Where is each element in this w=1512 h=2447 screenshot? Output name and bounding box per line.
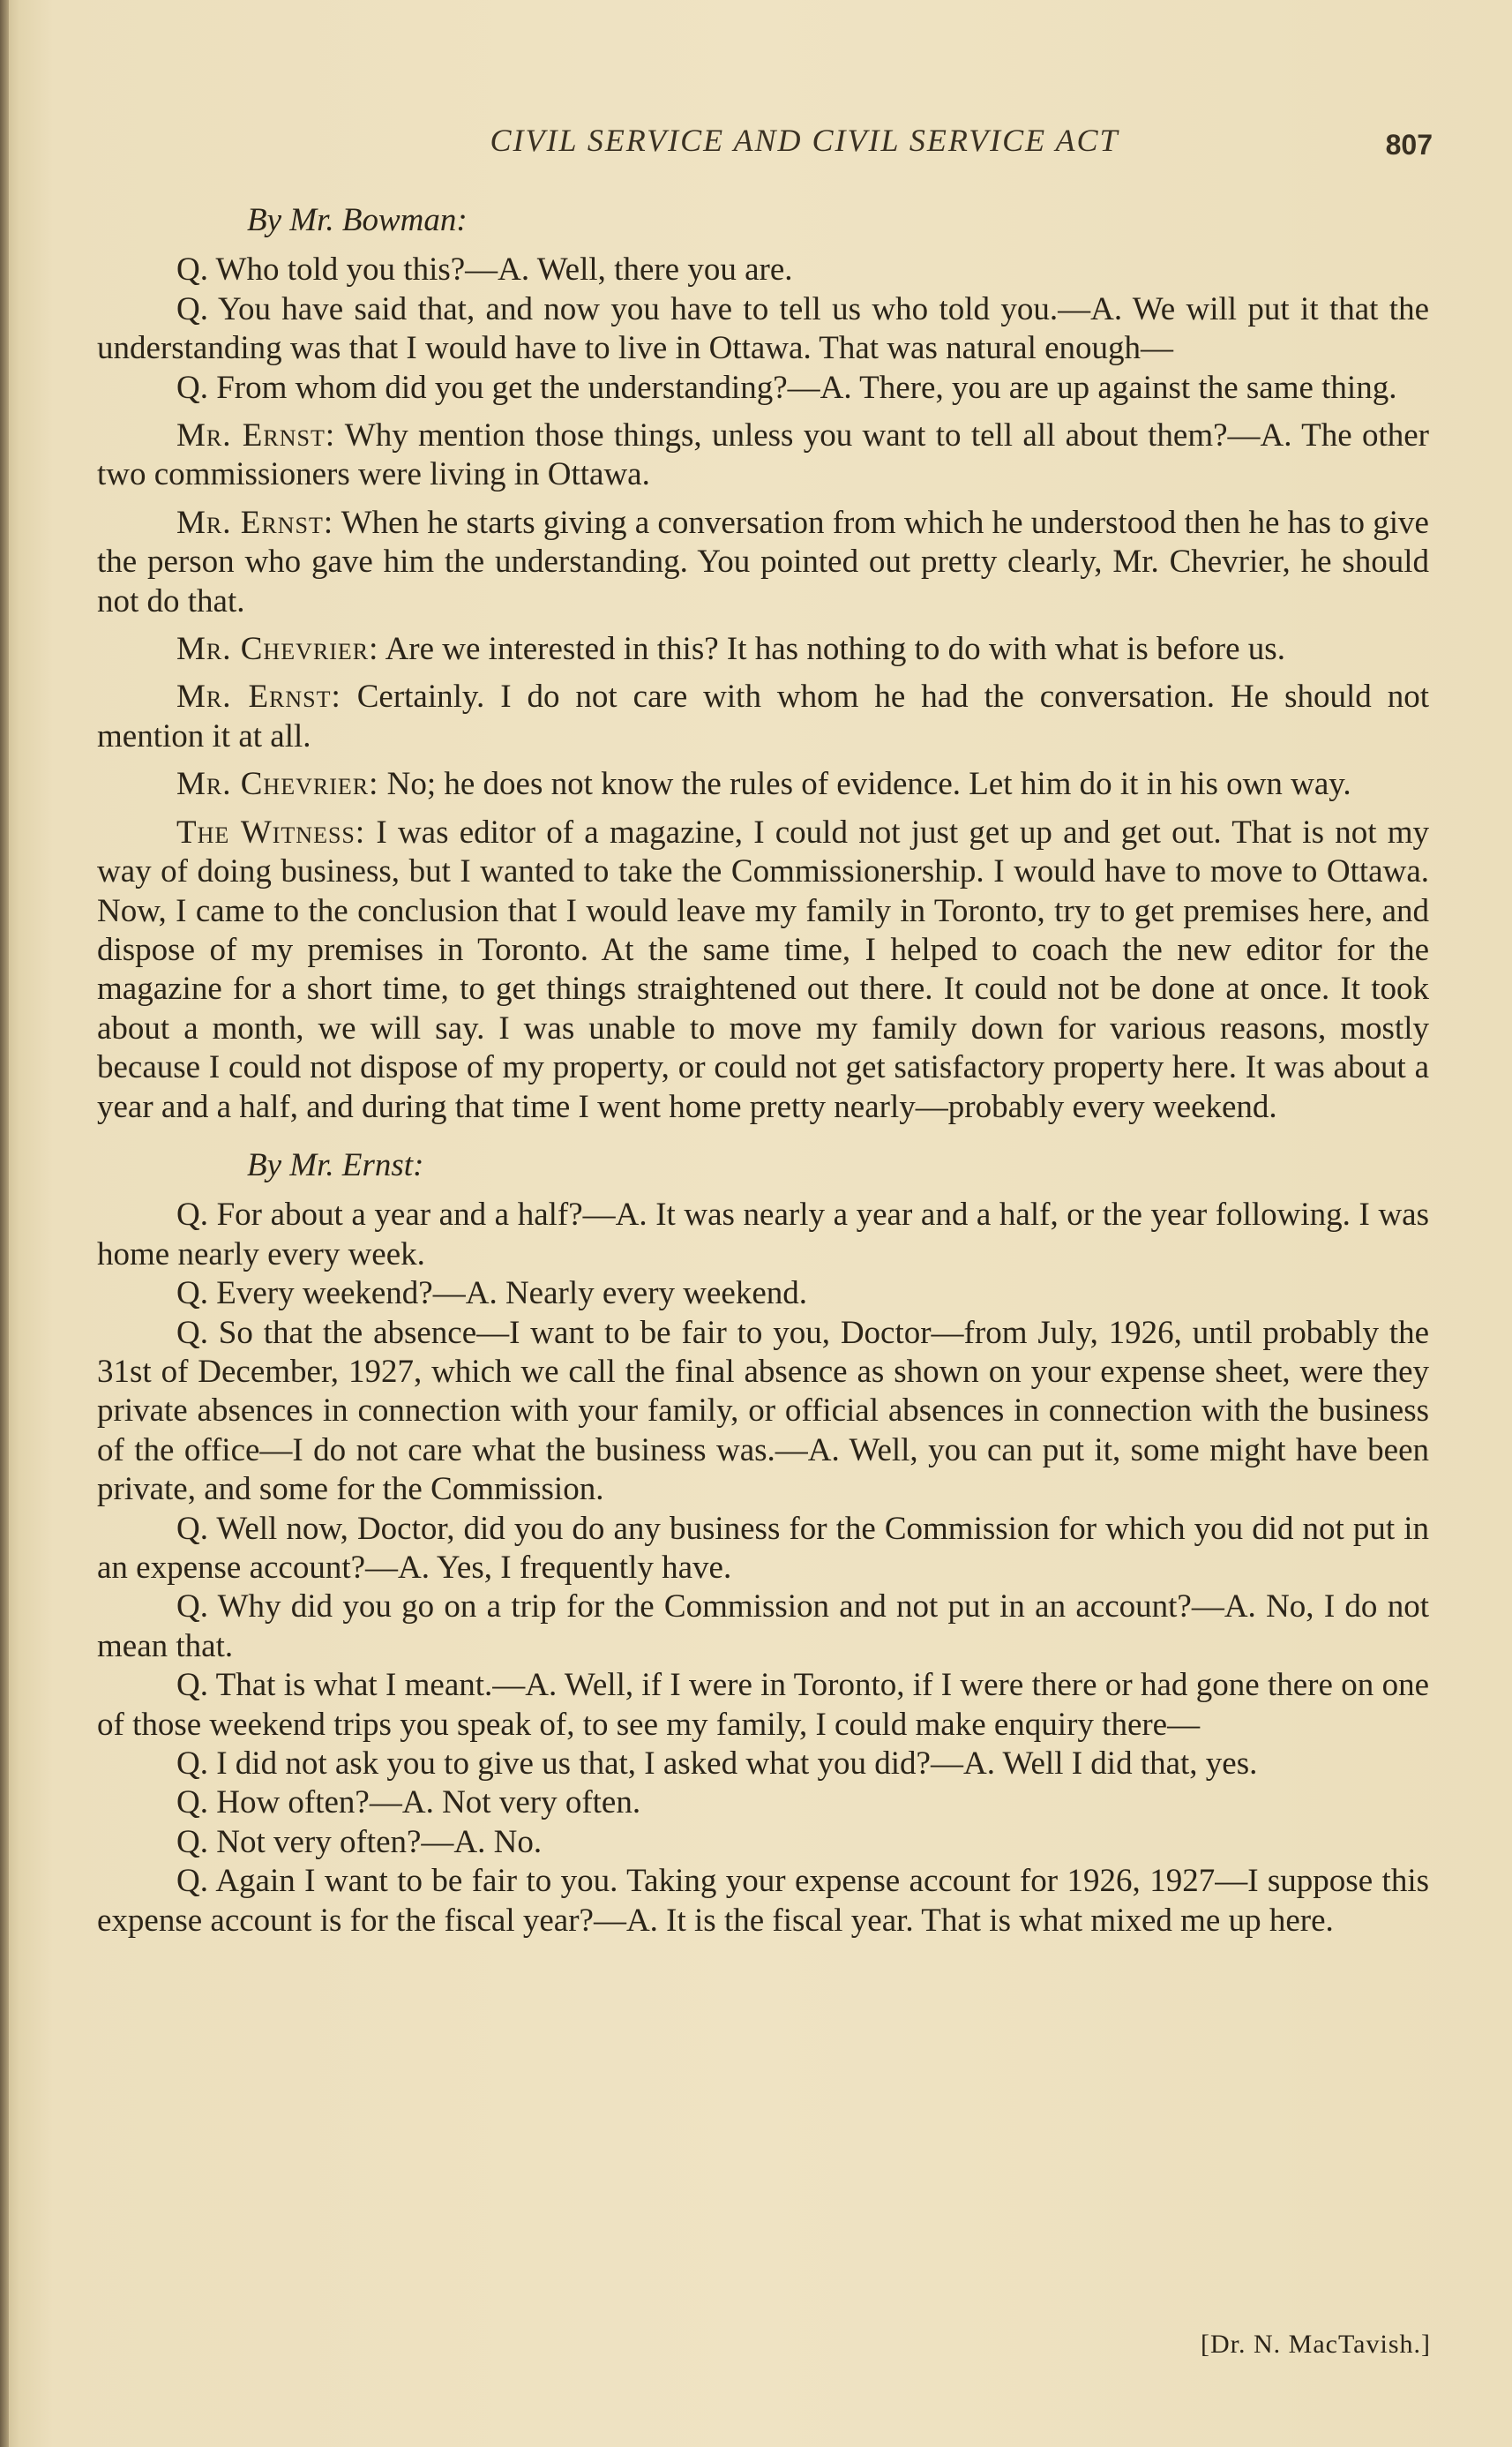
- paragraph: Q. For about a year and a half?—A. It was nearly a year and a half, or the year following. I was home nearly every week.: [97, 1197, 1429, 1272]
- paragraph: Q. Not very often?—A. No.: [176, 1823, 543, 1860]
- paragraph: Q. Well now, Doctor, did you do any business for the Commission for which you did not put in an expense account?—A. Yes, I frequently have.: [97, 1510, 1429, 1586]
- speaker-text: No; he does not know the rules of evidence. Let him do it in his own way.: [378, 766, 1351, 803]
- examiner-heading: By Mr. Bowman:: [247, 202, 468, 238]
- speaker-text: When he starts giving a conversation from which he understood then he has to give the person who gave him the understanding. You pointed out pretty clearly, Mr. Chevrier, he should not do that.: [97, 504, 1429, 619]
- book-binding-edge: [0, 0, 9, 2447]
- paragraph: Q. Why did you go on a trip for the Commission and not put in an account?—A. No, I do not mean that.: [97, 1588, 1429, 1664]
- speaker-name: Mr. Chevrier:: [176, 766, 379, 803]
- paragraph: Q. Who told you this?—A. Well, there you are.: [176, 251, 793, 289]
- speaker-text: Are we interested in this? It has nothing to do with what is before us.: [378, 631, 1285, 668]
- footer-witness-name: [Dr. N. MacTavish.]: [1200, 2330, 1431, 2359]
- paragraph: Q. Again I want to be fair to you. Taking your expense account for 1926, 1927—I suppose this expense account is for the fiscal year?—A. It is the fiscal year. That is what mixed me up here.: [97, 1863, 1429, 1939]
- paragraph: [97, 765, 1429, 804]
- paragraph: [97, 814, 1429, 1127]
- speaker-name: Mr. Chevrier:: [176, 631, 379, 668]
- speaker-text: Why mention those things, unless you want to tell all about them?—A. The other two commissioners were living in Ottawa.: [97, 417, 1429, 493]
- speaker-text: I was editor of a magazine, I could not just get up and get out. That is not my way of doing business, but I wanted to take the Commissionership. I would have to move to Ottawa. Now, I came to the conclusion that I would leave my family in Toronto, try to get premises here, and dispose of my premises in Toronto. At the same time, I helped to coach the new editor for the magazine for a short time, to get things straightened out there. It could not be done at once. It took about a month, we will say. I was unable to move my family down for various reasons, mostly because I could not dispose of my property, or could not get satisfactory property here. It was about a year and a half, and during that time I went home pretty nearly—probably every weekend.: [97, 814, 1429, 1125]
- page-number: 807: [1385, 129, 1433, 161]
- paragraph: Q. From whom did you get the understanding?—A. There, you are up against the same thing.: [176, 369, 1397, 406]
- paragraph: Q. That is what I meant.—A. Well, if I were in Toronto, if I were there or had gone there on one of those weekend trips you speak of, to see my family, I could make enquiry there—: [97, 1667, 1429, 1743]
- paragraph: [97, 678, 1429, 756]
- running-title: CIVIL SERVICE AND CIVIL SERVICE ACT: [490, 123, 1119, 158]
- paragraph: Q. I did not ask you to give us that, I asked what you did?—A. Well I did that, yes.: [176, 1745, 1258, 1783]
- speaker-text: Certainly. I do not care with whom he had the conversation. He should not mention it at all.: [97, 679, 1429, 754]
- paragraph: [97, 417, 1429, 495]
- page-header: [176, 116, 1433, 169]
- paragraph: Q. Every weekend?—A. Nearly every weekend.: [176, 1275, 808, 1312]
- page-body: [97, 201, 1429, 1940]
- speaker-name: Mr. Ernst:: [176, 504, 334, 541]
- examiner-heading: By Mr. Ernst:: [247, 1146, 424, 1183]
- paragraph: [97, 630, 1429, 669]
- paragraph: Q. How often?—A. Not very often.: [176, 1784, 641, 1821]
- speaker-name: Mr. Ernst:: [176, 417, 336, 454]
- speaker-name: Mr. Ernst:: [176, 679, 341, 716]
- paragraph: Q. So that the absence—I want to be fair to you, Doctor—from July, 1926, until probably the 31st of December, 1927, which we call the final absence as shown on your expense sheet, were they private absences in connection with your family, or official absences in connection with the business of the office—I do not care what the business was.—A. Well, you can put it, some might have been private, and some for the Commission.: [97, 1314, 1429, 1508]
- speaker-name: The Witness:: [176, 814, 366, 851]
- paragraph: Q. You have said that, and now you have to tell us who told you.—A. We will put it that the understanding was that I would have to live in Ottawa. That was natural enough—: [97, 290, 1429, 367]
- paragraph: [97, 504, 1429, 621]
